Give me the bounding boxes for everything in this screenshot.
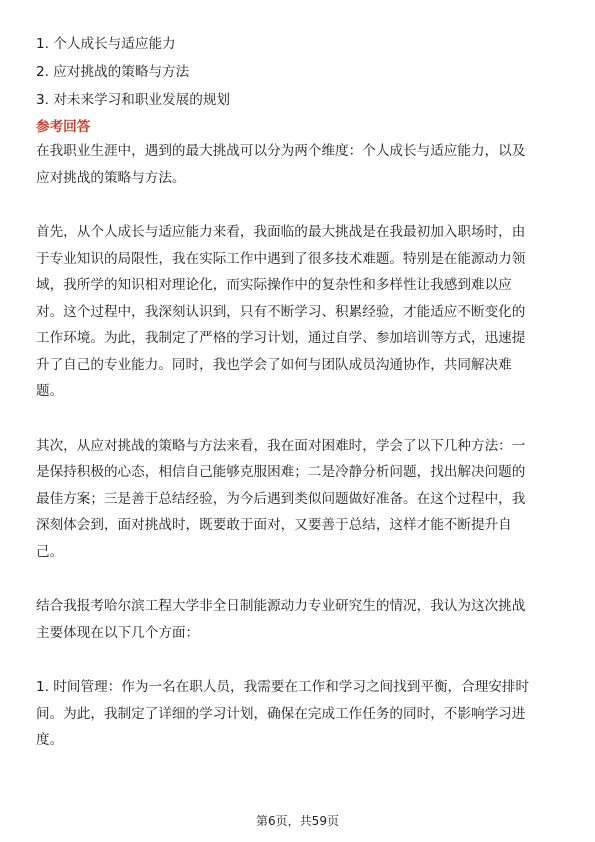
page-number: 第6页，共59页 [256,814,339,828]
text-line: 是保持积极的心态，相信自己能够克服困难；二是冷静分析问题，找出解决问题的 [36,464,526,480]
document-page [36,30,566,754]
paragraph-first [36,219,566,405]
text-line: 度。 [36,732,64,748]
text-line: 升了自己的专业能力。同时，我也学会了如何与团队成员沟通协作，共同解决难 [36,356,512,373]
answer-heading: 参考回答 [36,119,91,135]
paragraph-third [36,593,566,646]
text-line: 最佳方案；三是善于总结经验，为今后遇到类似问题做好准备。在这个过程中，我 [36,490,526,507]
paragraph-fourth [36,674,566,754]
text-line: 于专业知识的局限性，我在实际工作中遇到了很多技术难题。特别是在能源动力领 [36,250,526,267]
text-line: 工作环境。为此，我制定了严格的学习计划，通过自学、参加培训等方式，迅速提 [36,330,526,346]
outline-list [36,30,566,114]
outline-item: 3. 对未来学习和职业发展的规划 [36,92,231,108]
text-line: 应对挑战的策略与方法。 [36,169,186,186]
outline-item: 1. 个人成长与适应能力 [36,36,176,52]
text-line: 结合我报考哈尔滨工程大学非全日制能源动力专业研究生的情况，我认为这次挑战 [36,598,526,614]
text-line: 1. 时间管理：作为一名在职人员，我需要在工作和学习之间找到平衡，合理安排时 [36,679,530,695]
outline-item: 2. 应对挑战的策略与方法 [36,64,190,80]
text-line: 题。 [36,383,64,399]
paragraph-intro [36,138,566,191]
text-line: 间。为此，我制定了详细的学习计划，确保在完成工作任务的同时，不影响学习进 [36,705,526,722]
text-line: 主要体现在以下几个方面： [36,624,200,641]
text-line: 深刻体会到，面对挑战时，既要敢于面对，又要善于总结，这样才能不断提升自 [36,517,512,533]
text-line: 其次，从应对挑战的策略与方法来看，我在面对困难时，学会了以下几种方法：一 [36,437,526,454]
text-line: 域，我所学的知识相对理论化，而实际操作中的复杂性和多样性让我感到难以应 [36,277,512,293]
text-line: 己。 [36,543,64,560]
text-line: 对。这个过程中，我深刻认识到，只有不断学习、积累经验，才能适应不断变化的 [36,303,526,320]
text-line: 在我职业生涯中，遇到的最大挑战可以分为两个维度：个人成长与适应能力，以及 [36,143,526,159]
text-line: 首先，从个人成长与适应能力来看，我面临的最大挑战是在我最初加入职场时，由 [36,224,526,240]
paragraph-second [36,433,566,566]
